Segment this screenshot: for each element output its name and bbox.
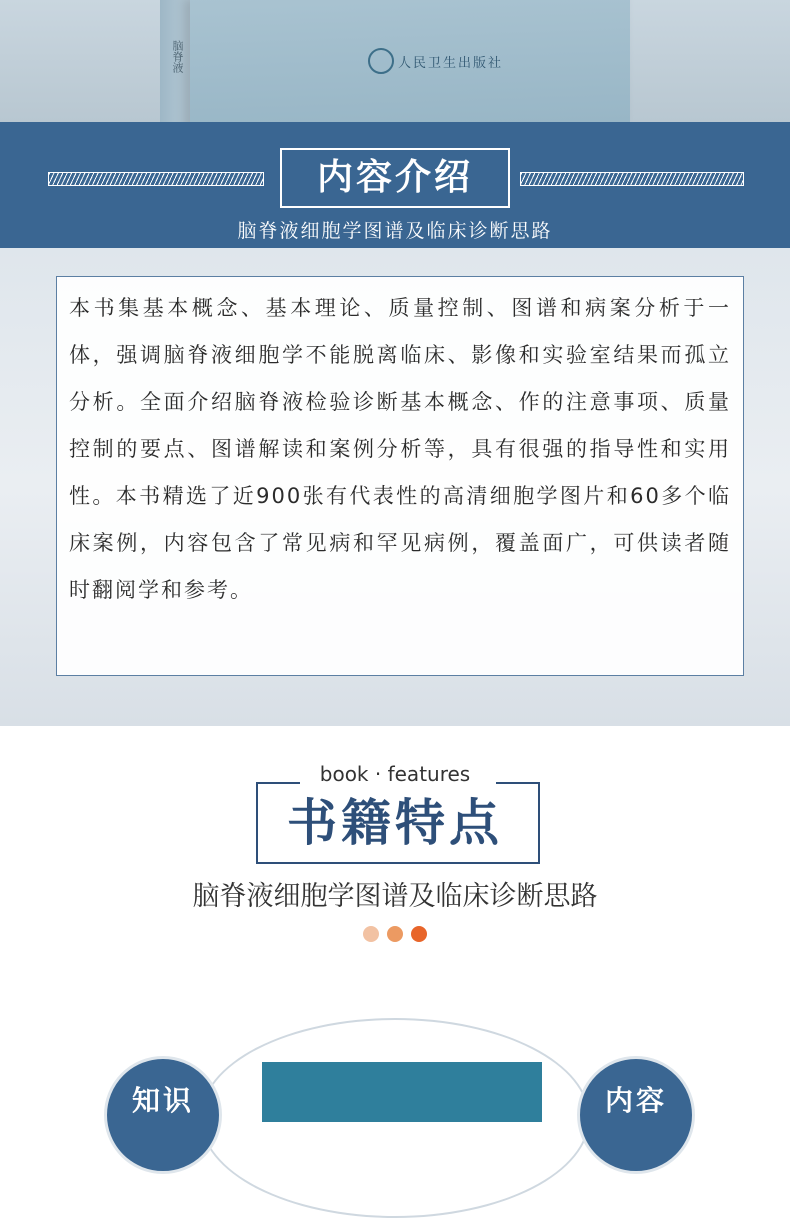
features-subtitle: 脑脊液细胞学图谱及临床诊断思路 — [192, 881, 598, 912]
intro-subtitle: 脑脊液细胞学图谱及临床诊断思路 — [237, 220, 553, 242]
publisher-name: 人民卫生出版社 — [398, 56, 504, 71]
bottom-book-image — [262, 1062, 542, 1122]
badge-right — [577, 1056, 695, 1174]
intro-title-frame — [280, 148, 510, 208]
book-cover-image — [0, 0, 790, 122]
intro-banner — [0, 122, 790, 248]
decorative-dots — [363, 926, 427, 942]
decorative-rule-left — [48, 172, 264, 186]
features-label: book · features — [319, 762, 471, 786]
decorative-rule-right — [520, 172, 744, 186]
publisher-logo-icon — [368, 48, 394, 74]
dot-icon — [387, 926, 403, 942]
description-section — [0, 248, 790, 726]
dot-icon — [411, 926, 427, 942]
dot-icon — [363, 926, 379, 942]
intro-title: 内容介绍 — [316, 157, 473, 198]
features-title: 书籍特点 — [287, 794, 503, 852]
badge-right-text: 内容 — [604, 1084, 667, 1117]
badge-left-text: 知识 — [131, 1084, 194, 1117]
description-box — [56, 276, 744, 676]
description-text: 本书集基本概念、基本理论、质量控制、图谱和病案分析于一体，强调脑脊液细胞学不能脱离临床、影像和实验室结果而孤立分析。全面介绍脑脊液检验诊断基本概念、作的注意事项、质量控制的要点、图谱解读和案例分析等，具有很强的指导性和实用性。本书精选了近900张有代表性的高清细胞学图片和60多个临床案例，内容包含了常见病和罕见病例，覆盖面广，可供读者随时翻阅学和参考。 — [69, 296, 731, 602]
book-spine-text: 脑脊液 — [171, 40, 184, 73]
badge-left — [104, 1056, 222, 1174]
